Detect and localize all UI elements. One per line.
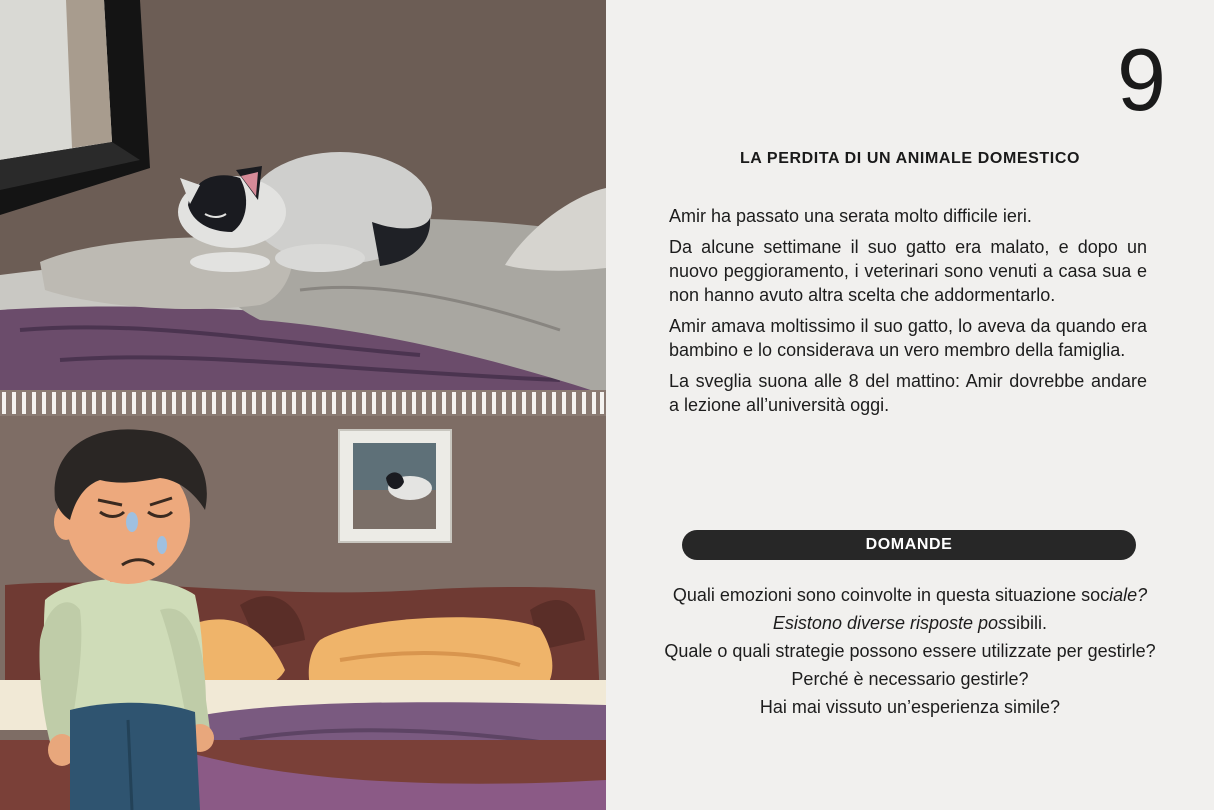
questions-header [682,530,1136,560]
framed-cat-picture [339,430,451,542]
question-1-part-2: iale? [1109,585,1148,605]
question-4: Perché è necessario gestirle? [791,669,1029,689]
top-scene [0,0,606,416]
story-paragraph: La sveglia suona alle 8 del mattino: Amir dovrebbe andare a lezione all’università oggi. [669,371,1147,415]
question-2 [606,609,1214,637]
questions-header-label: DOMANDE [865,536,953,553]
question-2-part-1: Esistono diverse risposte pos [772,613,1008,633]
crying-boy [39,429,214,810]
card-title: LA PERDITA DI UN ANIMALE DOMESTICO [739,150,1081,167]
question-3: Quale o quali strategie possono essere utilizzate per gestirle? [664,641,1156,661]
bottom-scene [0,416,606,810]
story-text [669,204,1147,424]
story-paragraph: Amir amava moltissimo il suo gatto, lo aveva da quando era bambino e lo considerava un vero membro della famiglia. [669,316,1147,360]
card-number: 9 [1117,30,1164,129]
question-2-part-2: sibili. [1007,613,1048,633]
story-paragraph: Amir ha passato una serata molto difficile ieri. [669,206,1032,226]
divider-stripes [2,392,604,414]
question-1 [606,581,1214,609]
story-paragraph: Da alcune settimane il suo gatto era malato, e dopo un nuovo peggioramento, i veterinari sono venuti a casa sua e non hanno avuto altra scelta che addormentarlo. [669,237,1147,305]
questions-list [606,581,1214,721]
question-5: Hai mai vissuto un’esperienza simile? [759,697,1061,717]
text-panel [606,0,1214,810]
illustration-panel [0,0,606,810]
illustration-svg [0,0,606,810]
question-1-part-1: Quali emozioni sono coinvolte in questa situazione soc [672,585,1110,605]
